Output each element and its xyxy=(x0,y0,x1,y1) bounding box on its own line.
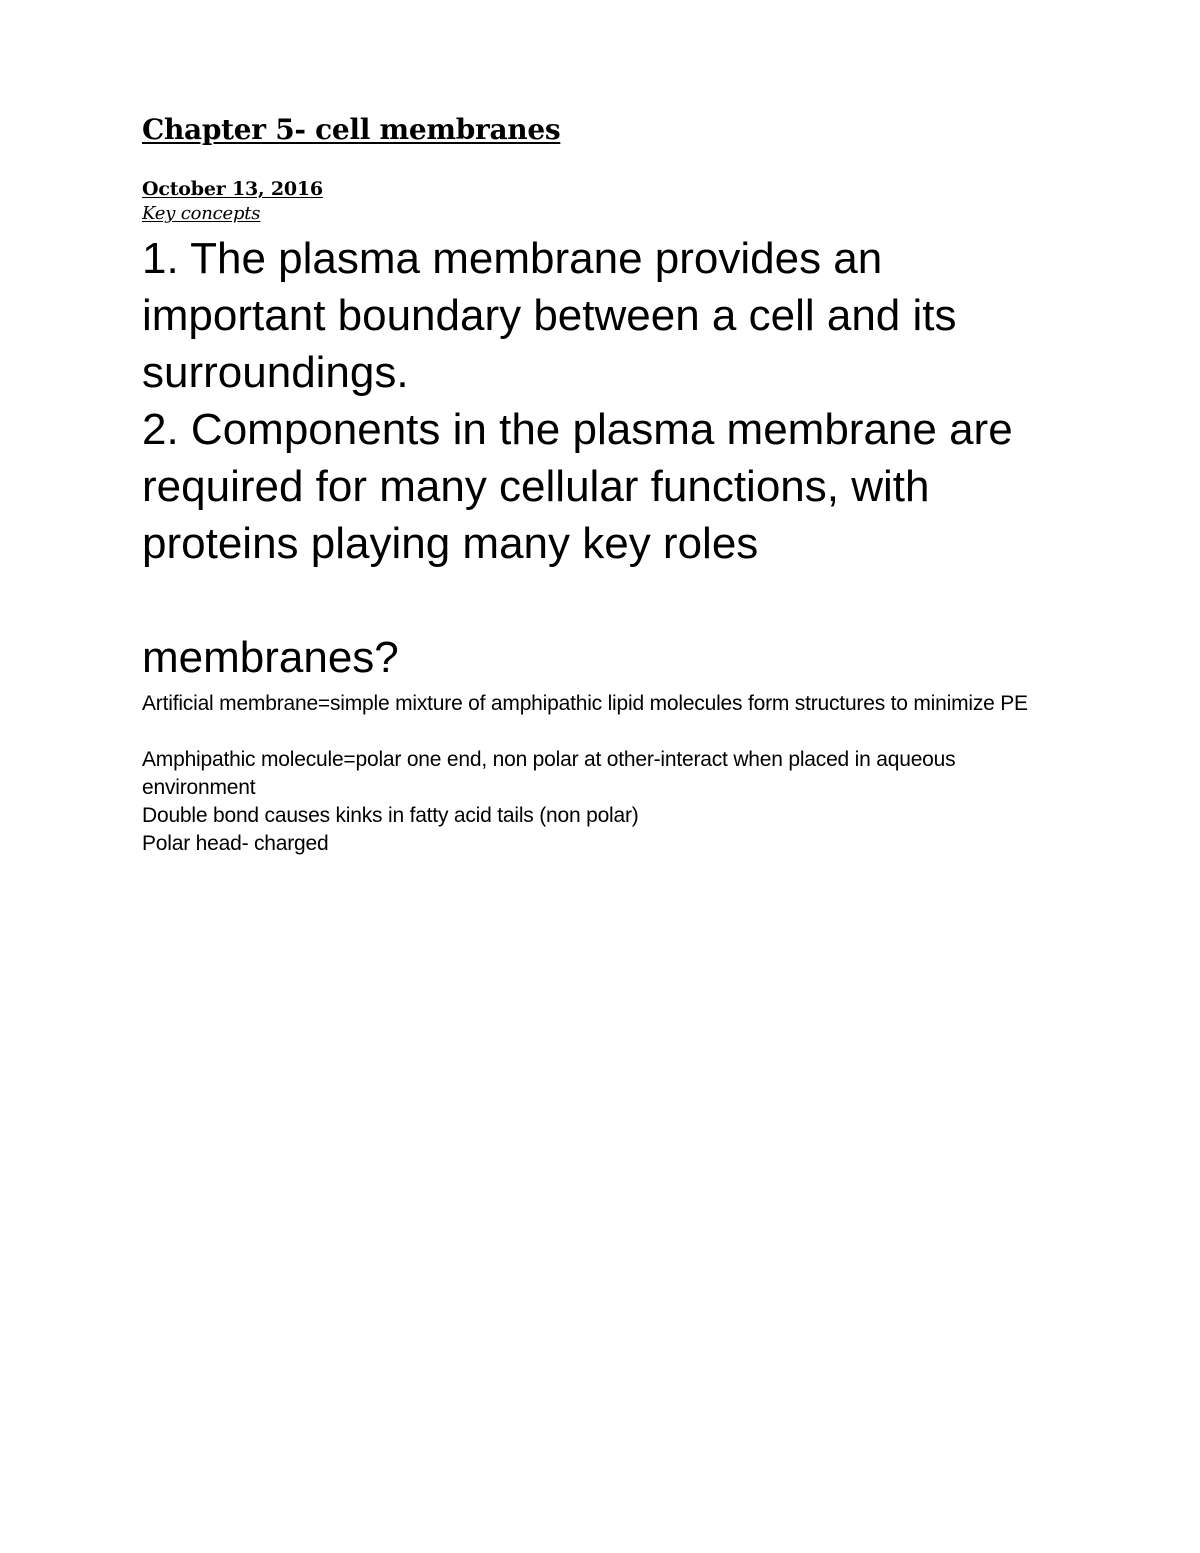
key-concept-1: 1. The plasma membrane provides an important boundary between a cell and its surroundings. xyxy=(142,234,957,397)
document-title: Chapter 5- cell membranes xyxy=(142,113,561,146)
document-content xyxy=(142,108,1042,858)
note-amphipathic-molecule: Amphipathic molecule=polar one end, non polar at other-interact when placed in aqueous environment xyxy=(142,748,956,799)
key-concepts-heading: Key concepts xyxy=(142,203,261,224)
key-concept-2: 2. Components in the plasma membrane are required for many cellular functions, with proteins playing many key roles xyxy=(142,405,1013,568)
note-double-bond: Double bond causes kinks in fatty acid tails (non polar) xyxy=(142,804,639,827)
document-date: October 13, 2016 xyxy=(142,178,323,200)
note-artificial-membrane: Artificial membrane=simple mixture of amphipathic lipid molecules form structures to minimize PE xyxy=(142,692,1028,715)
note-polar-head: Polar head- charged xyxy=(142,832,329,855)
section-heading: membranes? xyxy=(142,633,399,682)
